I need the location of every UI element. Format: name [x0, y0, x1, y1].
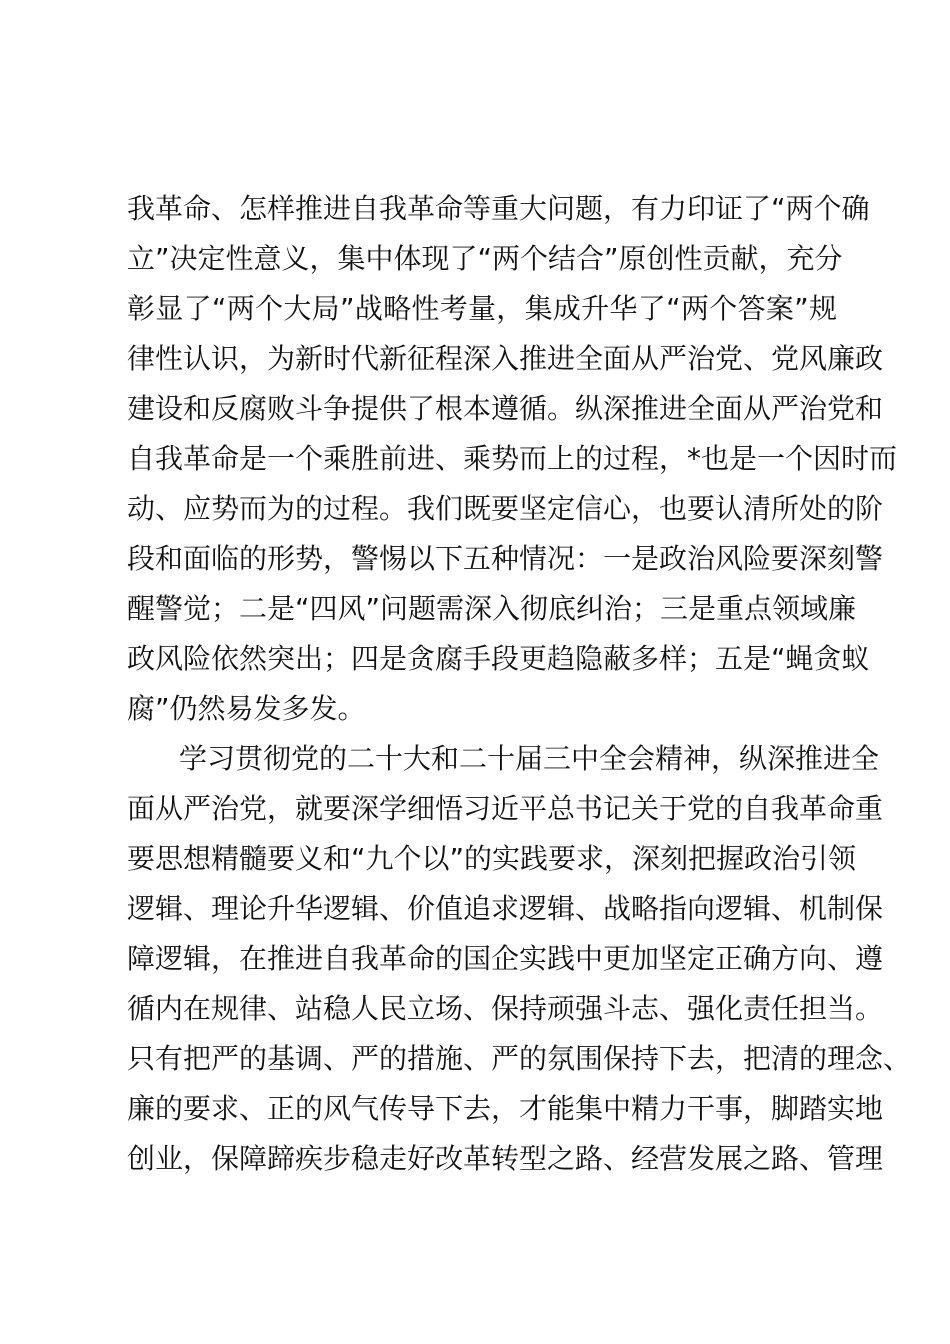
text-line: 醒警觉；二是“四风”问题需深入彻底纠治；三是重点领域廉 [127, 592, 857, 625]
text-line: 我革命、怎样推进自我革命等重大问题，有力印证了“两个确 [127, 192, 870, 225]
text-line: 要思想精髓要义和“九个以”的实践要求，深刻把握政治引领 [127, 842, 857, 875]
text-line: 自我革命是一个乘胜前进、乘势而上的过程，*也是一个因时而 [127, 442, 898, 475]
text-line: 建设和反腐败斗争提供了根本遵循。纵深推进全面从严治党和 [127, 392, 884, 425]
text-line-paragraph-start: 学习贯彻党的二十大和二十届三中全会精神，纵深推进全 [179, 742, 880, 775]
text-line: 障逻辑，在推进自我革命的国企实践中更加坚定正确方向、遵 [127, 942, 884, 975]
text-line: 律性认识，为新时代新征程深入推进全面从严治党、党风廉政 [127, 342, 884, 375]
text-line-paragraph-end: 腐”仍然易发多发。 [127, 692, 366, 725]
text-line: 彰显了“两个大局”战略性考量，集成升华了“两个答案”规 [127, 292, 837, 325]
body-text [127, 184, 912, 1184]
text-line: 只有把严的基调、严的措施、严的氛围保持下去，把清的理念、 [127, 1042, 912, 1075]
text-line: 廉的要求、正的风气传导下去，才能集中精力干事，脚踏实地 [127, 1092, 884, 1125]
text-line: 段和面临的形势，警惕以下五种情况：一是政治风险要深刻警 [127, 542, 884, 575]
text-line: 面从严治党，就要深学细悟习近平总书记关于党的自我革命重 [127, 792, 884, 825]
text-line: 立”决定性意义，集中体现了“两个结合”原创性贡献，充分 [127, 242, 843, 275]
text-line: 政风险依然突出；四是贪腐手段更趋隐蔽多样；五是“蝇贪蚁 [127, 642, 870, 675]
text-line: 循内在规律、站稳人民立场、保持顽强斗志、强化责任担当。 [127, 992, 884, 1025]
text-line: 创业，保障蹄疾步稳走好改革转型之路、经营发展之路、管理 [127, 1142, 884, 1175]
text-line: 逻辑、理论升华逻辑、价值追求逻辑、战略指向逻辑、机制保 [127, 892, 884, 925]
text-line: 动、应势而为的过程。我们既要坚定信心，也要认清所处的阶 [127, 492, 884, 525]
